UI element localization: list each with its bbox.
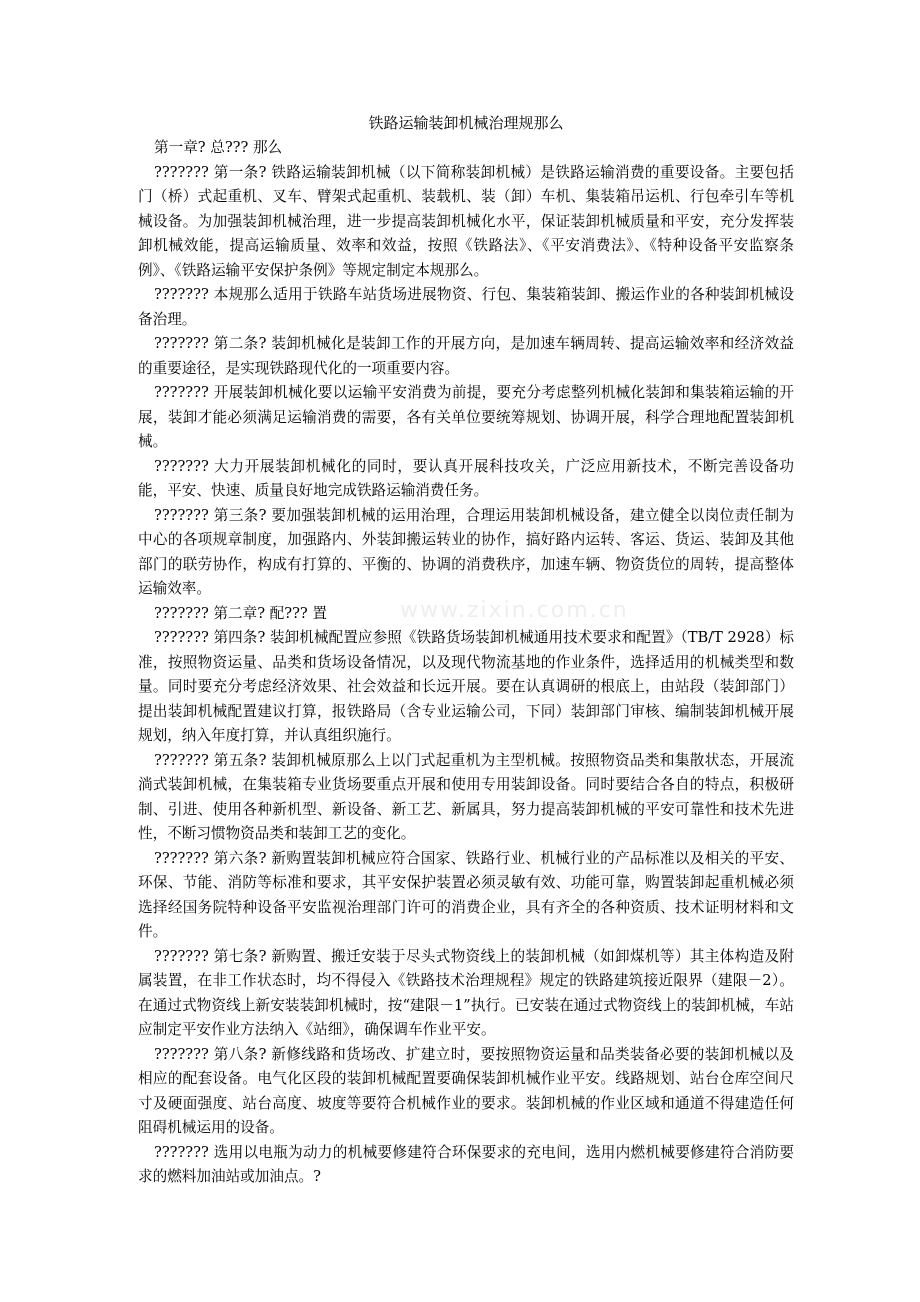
watermark: www.zixin.com.cn (400, 598, 629, 623)
document-title: 铁路运输装卸机械治理规那么 (368, 114, 564, 132)
article-3: ??????? 第三条? 要加强装卸机械的运用治理，合理运用装卸机械设备，建立健全以岗位责任制为中心的各项规章制度，加强路内、外装卸搬运转业的协作，搞好路内运转、客运、货运、装卸及其他部门的联劳协作，构成有打算的、平衡的、协调的消费秩序，加速车辆、物资货位的周转，提高整体运输效率。 (138, 506, 794, 597)
article-5: ??????? 第五条? 装卸机械原那么上以门式起重机为主型机械。按照物资品类和集散状态，开展流淌式装卸机械，在集装箱专业货场要重点开展和使用专用装卸设备。同时要结合各自的特点，积极研制、引进、使用各种新机型、新设备、新工艺、新属具，努力提高装卸机械的平安可靠性和技术先进性，不断习惯物资品类和装卸工艺的变化。 (138, 751, 794, 842)
paragraph: ??????? 选用以电瓶为动力的机械要修建符合环保要求的充电间，选用内燃机械要修建符合消防要求的燃料加油站或加油点。? (138, 1143, 794, 1185)
chapter-heading-1: 第一章? 总??? 那么 (154, 139, 283, 156)
article-1: ??????? 第一条? 铁路运输装卸机械（以下简称装卸机械）是铁路运输消费的重要设备。主要包括门（桥）式起重机、叉车、臂架式起重机、装载机、装（卸）车机、集装箱吊运机、行包牵引车等机械设备。为加强装卸机械治理，进一步提高装卸机械化水平，保证装卸机械质量和平安，充分发挥装卸机械效能，提高运输质量、效率和效益，按照《铁路法》、《平安消费法》、《特种设备平安监察条例》、《铁路运输平安保护条例》等规定制定本规那么。 (138, 163, 794, 279)
document-body (138, 110, 794, 1190)
article-4: ??????? 第四条? 装卸机械配置应参照《铁路货场装卸机械通用技术要求和配置》（TB/T 2928）标准，按照物资运量、品类和货场设备情况，以及现代物流基地的作业条件，选择适用的机械类型和数量。同时要充分考虑经济效果、社会效益和长远开展。要在认真调研的根底上，由站段（装卸部门）提出装卸机械配置建议打算，报铁路局（含专业运输公司，下同）装卸部门审核、编制装卸机械开展规划，纳入年度打算，并认真组织施行。 (138, 629, 794, 744)
paragraph: ??????? 大力开展装卸机械化的同时，要认真开展科技攻关，广泛应用新技术，不断完善设备功能，平安、快速、质量良好地完成铁路运输消费任务。 (138, 457, 794, 499)
paragraph: ??????? 本规那么适用于铁路车站货场进展物资、行包、集装箱装卸、搬运作业的各种装卸机械设备治理。 (138, 286, 794, 328)
article-8: ??????? 第八条? 新修线路和货场改、扩建立时，要按照物资运量和品类装备必要的装卸机械以及相应的配套设备。电气化区段的装卸机械配置要确保装卸机械作业平安。线路规划、站台仓库空间尺寸及硬面强度、站台高度、坡度等要符合机械作业的要求。装卸机械的作业区域和通道不得建造任何阻碍机械运用的设备。 (138, 1045, 794, 1136)
article-2: ??????? 第二条? 装卸机械化是装卸工作的开展方向，是加速车辆周转、提高运输效率和经济效益的重要途径，是实现铁路现代化的一项重要内容。 (138, 335, 794, 377)
chapter-heading-2: ??????? 第二章? 配??? 置 (154, 604, 327, 622)
article-6: ??????? 第六条? 新购置装卸机械应符合国家、铁路行业、机械行业的产品标准以及相关的平安、环保、节能、消防等标准和要求，其平安保护装置必须灵敏有效、功能可靠，购置装卸起重机械必须选择经国务院特种设备平安监视治理部门许可的消费企业，具有齐全的各种资质、技术证明材料和文件。 (138, 849, 794, 940)
article-7: ??????? 第七条? 新购置、搬迁安装于尽头式物资线上的装卸机械（如卸煤机等）其主体构造及附属装置，在非工作状态时，均不得侵入《铁路技术治理规程》规定的铁路建筑接近限界（建限－2）。在通过式物资线上新安装装卸机械时，按“建限－1”执行。已安装在通过式物资线上的装卸机械，车站应制定平安作业方法纳入《站细》，确保调车作业平安。 (138, 947, 794, 1038)
paragraph: ??????? 开展装卸机械化要以运输平安消费为前提，要充分考虑整列机械化装卸和集装箱运输的开展，装卸才能必须满足运输消费的需要，各有关单位要统筹规划、协调开展，科学合理地配置装卸机械。 (138, 384, 794, 450)
